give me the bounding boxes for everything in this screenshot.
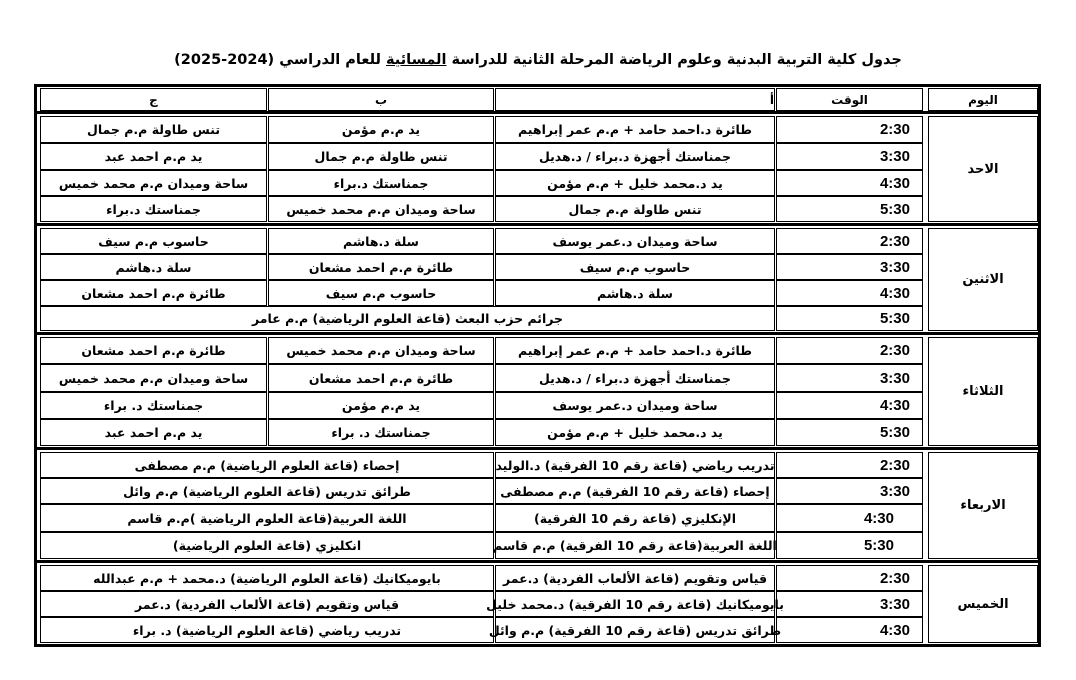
slot-a: يد د.محمد خليل + م.م مؤمن	[495, 419, 775, 446]
day-thursday: الخميس	[928, 565, 1038, 643]
time-cell: 2:30	[776, 116, 923, 143]
slot-c: جمناستك د.براء	[40, 196, 267, 222]
slot-a: طرائق تدريس (قاعة رقم 10 الفرقية) م.م وائل	[495, 617, 775, 643]
time-cell: 3:30	[776, 143, 923, 170]
slot-a: طائرة د.احمد حامد + م.م عمر إبراهيم	[495, 116, 775, 143]
slot-a: ساحة وميدان د.عمر يوسف	[495, 392, 775, 419]
slot-a: طائرة د.احمد حامد + م.م عمر إبراهيم	[495, 337, 775, 364]
slot-a: ساحة وميدان د.عمر يوسف	[495, 228, 775, 254]
time-cell: 3:30	[776, 254, 923, 280]
slot-b: يد م.م مؤمن	[268, 116, 494, 143]
slot-a: اللغة العربية(قاعة رقم 10 الفرقية) م.م قاسم	[495, 532, 775, 559]
slot-b: يد م.م مؤمن	[268, 392, 494, 419]
slot-c: يد م.م احمد عبد	[40, 143, 267, 170]
slot-b: سلة د.هاشم	[268, 228, 494, 254]
slot-a: جمناستك أجهزة د.براء / د.هديل	[495, 143, 775, 170]
slot-bc: قياس وتقويم (قاعة الألعاب الفردية) د.عمر	[40, 591, 494, 617]
slot-c: يد م.م احمد عبد	[40, 419, 267, 446]
slot-bc: انكليزي (قاعة العلوم الرياضية)	[40, 532, 494, 559]
slot-c: طائرة م.م احمد مشعان	[40, 337, 267, 364]
slot-c: سلة د.هاشم	[40, 254, 267, 280]
slot-b: جمناستك د.براء	[268, 170, 494, 196]
header-b: ب	[268, 88, 494, 111]
day-tuesday: الثلاثاء	[928, 337, 1038, 446]
slot-a: إحصاء (قاعة رقم 10 الفرقية) م.م مصطفى	[495, 478, 775, 504]
time-cell: 5:30	[776, 306, 923, 331]
slot-a: جمناستك أجهزة د.براء / د.هديل	[495, 364, 775, 392]
page-title: جدول كلية التربية البدنية وعلوم الرياضة المرحلة الثانية للدراسة المسائية للعام الدراسي (2024-2025)	[174, 52, 902, 68]
time-cell: 2:30	[776, 565, 923, 591]
group-separator	[34, 223, 1041, 226]
time-cell: 2:30	[776, 452, 923, 478]
time-cell: 2:30	[776, 228, 923, 254]
slot-merged: جرائم حزب البعث (قاعة العلوم الرياضية) م.م عامر	[40, 306, 775, 331]
day-sunday: الاحد	[928, 116, 1038, 222]
header-day: اليوم	[928, 88, 1038, 111]
slot-bc: طرائق تدريس (قاعة العلوم الرياضية) م.م وائل	[40, 478, 494, 504]
time-cell: 3:30	[776, 364, 923, 392]
time-cell: 5:30	[776, 196, 923, 222]
slot-a: سلة د.هاشم	[495, 280, 775, 306]
slot-b: جمناستك د. براء	[268, 419, 494, 446]
slot-bc: بايوميكانيك (قاعة العلوم الرياضية) د.محمد + م.م عبدالله	[40, 565, 494, 591]
slot-b: تنس طاولة م.م جمال	[268, 143, 494, 170]
slot-b: ساحة وميدان م.م محمد خميس	[268, 337, 494, 364]
time-cell: 4:30	[776, 280, 923, 306]
header-time: الوقت	[776, 88, 923, 111]
time-cell: 3:30	[776, 591, 923, 617]
time-cell: 4:30	[776, 504, 923, 532]
slot-bc: اللغة العربية(قاعة العلوم الرياضية )م.م قاسم	[40, 504, 494, 532]
slot-a: تدريب رياضي (قاعة رقم 10 الفرقية) د.الوليد	[495, 452, 775, 478]
slot-b: طائرة م.م احمد مشعان	[268, 364, 494, 392]
time-cell: 5:30	[776, 419, 923, 446]
slot-b: ساحة وميدان م.م محمد خميس	[268, 196, 494, 222]
slot-a: حاسوب م.م سيف	[495, 254, 775, 280]
slot-a: بايوميكانيك (قاعة رقم 10 الفرقية) د.محمد خليل	[495, 591, 775, 617]
slot-c: حاسوب م.م سيف	[40, 228, 267, 254]
time-cell: 3:30	[776, 478, 923, 504]
slot-a: قياس وتقويم (قاعة الألعاب الفردية) د.عمر	[495, 565, 775, 591]
slot-bc: إحصاء (قاعة العلوم الرياضية) م.م مصطفى	[40, 452, 494, 478]
header-a: أ	[495, 88, 775, 111]
time-cell: 4:30	[776, 392, 923, 419]
group-separator	[34, 447, 1041, 450]
time-cell: 4:30	[776, 617, 923, 643]
group-separator	[34, 560, 1041, 563]
slot-b: طائرة م.م احمد مشعان	[268, 254, 494, 280]
slot-a: الإنكليزي (قاعة رقم 10 الفرقية)	[495, 504, 775, 532]
header-c: ج	[40, 88, 267, 111]
slot-c: جمناستك د. براء	[40, 392, 267, 419]
time-cell: 5:30	[776, 532, 923, 559]
group-separator	[34, 111, 1041, 114]
time-cell: 2:30	[776, 337, 923, 364]
day-monday: الاثنين	[928, 228, 1038, 331]
slot-bc: تدريب رياضي (قاعة العلوم الرياضية) د. براء	[40, 617, 494, 643]
slot-a: تنس طاولة م.م جمال	[495, 196, 775, 222]
slot-c: طائرة م.م احمد مشعان	[40, 280, 267, 306]
slot-c: تنس طاولة م.م جمال	[40, 116, 267, 143]
day-wednesday: الاربعاء	[928, 452, 1038, 559]
slot-c: ساحة وميدان م.م محمد خميس	[40, 364, 267, 392]
slot-b: حاسوب م.م سيف	[268, 280, 494, 306]
slot-c: ساحة وميدان م.م محمد خميس	[40, 170, 267, 196]
group-separator	[34, 332, 1041, 335]
time-cell: 4:30	[776, 170, 923, 196]
slot-a: يد د.محمد خليل + م.م مؤمن	[495, 170, 775, 196]
